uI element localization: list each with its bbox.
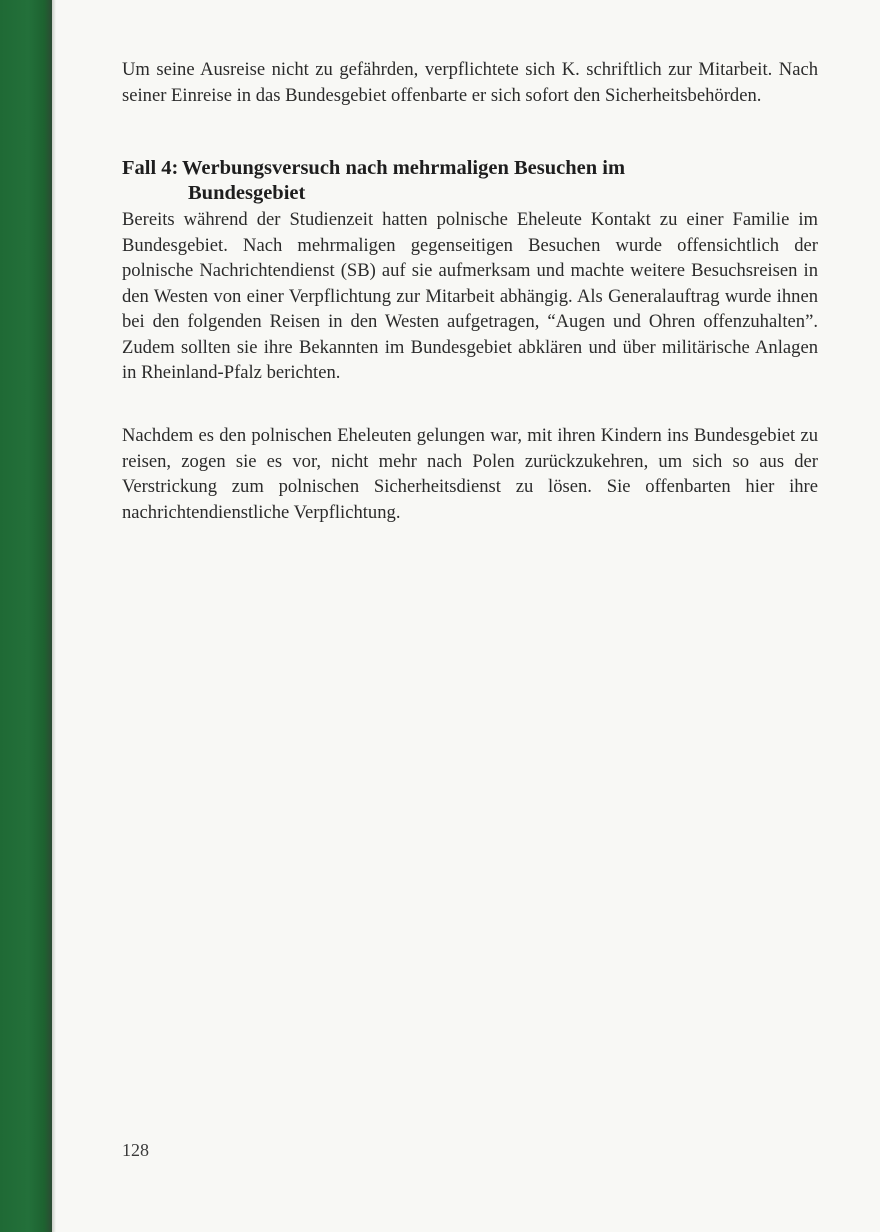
- page-number: 128: [122, 1140, 149, 1160]
- case-title-line1: Werbungsversuch nach mehrmaligen Besuchen im: [182, 157, 626, 179]
- case-number: Fall 4:: [122, 157, 179, 179]
- paragraph-outcome: Nachdem es den polnischen Eheleuten gelungen war, mit ihren Kindern ins Bundesgebiet zu reisen, zogen sie es vor, nicht mehr nach Polen zurückzukehren, um sich so aus der Verstrickung zum polnischen Sicherheitsdienst zu lösen. Sie offenbarten hier ihre nachrichtendienstliche Verpflichtung.: [122, 425, 818, 523]
- case-title-line2: Bundesgebiet: [188, 182, 306, 204]
- paragraph-case: Bereits während der Studienzeit hatten polnische Eheleute Kontakt zu einer Familie im Bundesgebiet. Nach mehrmaligen gegenseitigen Besuchen wurde offensichtlich der polnische Nachrichtendienst (SB) auf sie aufmerksam und machte weitere Besuchsreisen in den Westen von einer Verpflichtung zur Mitarbeit abhängig. Als Generalauftrag wurde ihnen bei den folgenden Reisen in den Westen aufgetragen, “Augen und Ohren offenzuhalten”. Zudem sollten sie ihre Bekannten im Bundesgebiet abklären und über militärische Anlagen in Rheinland-Pfalz berichten.: [122, 209, 818, 383]
- paragraph-intro: Um seine Ausreise nicht zu gefährden, verpflichtete sich K. schriftlich zur Mitarbeit. Nach seiner Einreise in das Bundesgebiet offenbarte er sich sofort den Sicherheitsbehörden.: [122, 59, 818, 106]
- spine-shadow: [52, 0, 56, 1232]
- case-heading: [122, 156, 822, 206]
- book-spine-edge: [0, 0, 52, 1232]
